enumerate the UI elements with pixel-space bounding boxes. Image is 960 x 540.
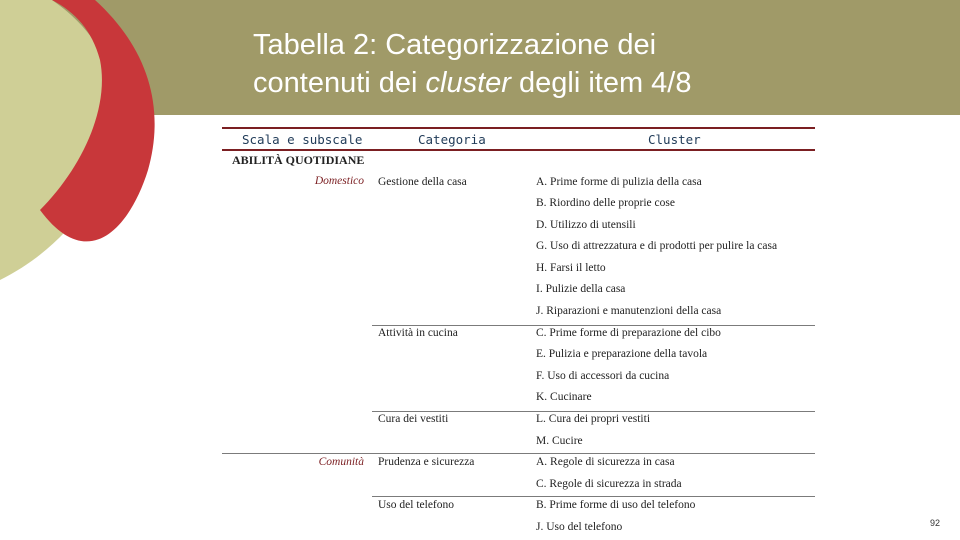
table-top-rule xyxy=(222,127,815,129)
category-cell: Gestione della casa xyxy=(378,176,467,188)
title-line-2 xyxy=(253,64,933,102)
cluster-cell: D. Utilizzo di utensili xyxy=(536,219,636,231)
title-line-1: Tabella 2: Categorizzazione dei xyxy=(253,29,657,61)
subscale-divider xyxy=(222,453,815,454)
cluster-cell: L. Cura dei propri vestiti xyxy=(536,413,651,425)
header-scale: Scala e subscale xyxy=(242,132,363,147)
cluster-cell: B. Riordino delle proprie cose xyxy=(536,197,675,209)
title-line-2-end: degli item 4/8 xyxy=(510,67,692,99)
cluster-cell: C. Regole di sicurezza in strada xyxy=(536,478,682,490)
cluster-cell: G. Uso di attrezzatura e di prodotti per pulire la casa xyxy=(536,240,778,252)
cluster-cell: C. Prime forme di preparazione del cibo xyxy=(536,327,721,339)
cluster-cell: H. Farsi il letto xyxy=(536,262,606,274)
header-category: Categoria xyxy=(418,132,486,147)
decorative-swoosh xyxy=(0,0,260,540)
title-cluster-word: cluster xyxy=(425,67,511,99)
header-cluster: Cluster xyxy=(648,132,701,147)
subscale-domestico: Domestico xyxy=(314,175,364,187)
title-line-2-start: contenuti dei xyxy=(253,67,426,99)
group-divider xyxy=(372,411,815,412)
cluster-cell: K. Cucinare xyxy=(536,391,592,403)
cluster-cell: E. Pulizia e preparazione della tavola xyxy=(536,348,708,360)
cluster-cell: A. Regole di sicurezza in casa xyxy=(536,456,675,468)
subscale-comunita: Comunità xyxy=(318,456,364,468)
cluster-cell: F. Uso di accessori da cucina xyxy=(536,370,670,382)
category-cell: Prudenza e sicurezza xyxy=(378,456,475,468)
cluster-cell: B. Prime forme di uso del telefono xyxy=(536,499,696,511)
slide-title xyxy=(253,26,933,102)
page-number: 92 xyxy=(930,518,941,528)
category-cell: Cura dei vestiti xyxy=(378,413,449,425)
section-label: ABILITÀ QUOTIDIANE xyxy=(232,153,365,167)
cluster-cell: I. Pulizie della casa xyxy=(536,283,626,295)
cluster-cell: A. Prime forme di pulizia della casa xyxy=(536,176,702,188)
table-header-rule xyxy=(222,149,815,151)
group-divider xyxy=(372,496,815,497)
category-cell: Attività in cucina xyxy=(378,327,458,339)
cluster-cell: M. Cucire xyxy=(536,435,583,447)
group-divider xyxy=(372,325,815,326)
cluster-cell: J. Uso del telefono xyxy=(536,521,623,533)
category-cell: Uso del telefono xyxy=(378,499,455,511)
cluster-cell: J. Riparazioni e manutenzioni della casa xyxy=(536,305,722,317)
